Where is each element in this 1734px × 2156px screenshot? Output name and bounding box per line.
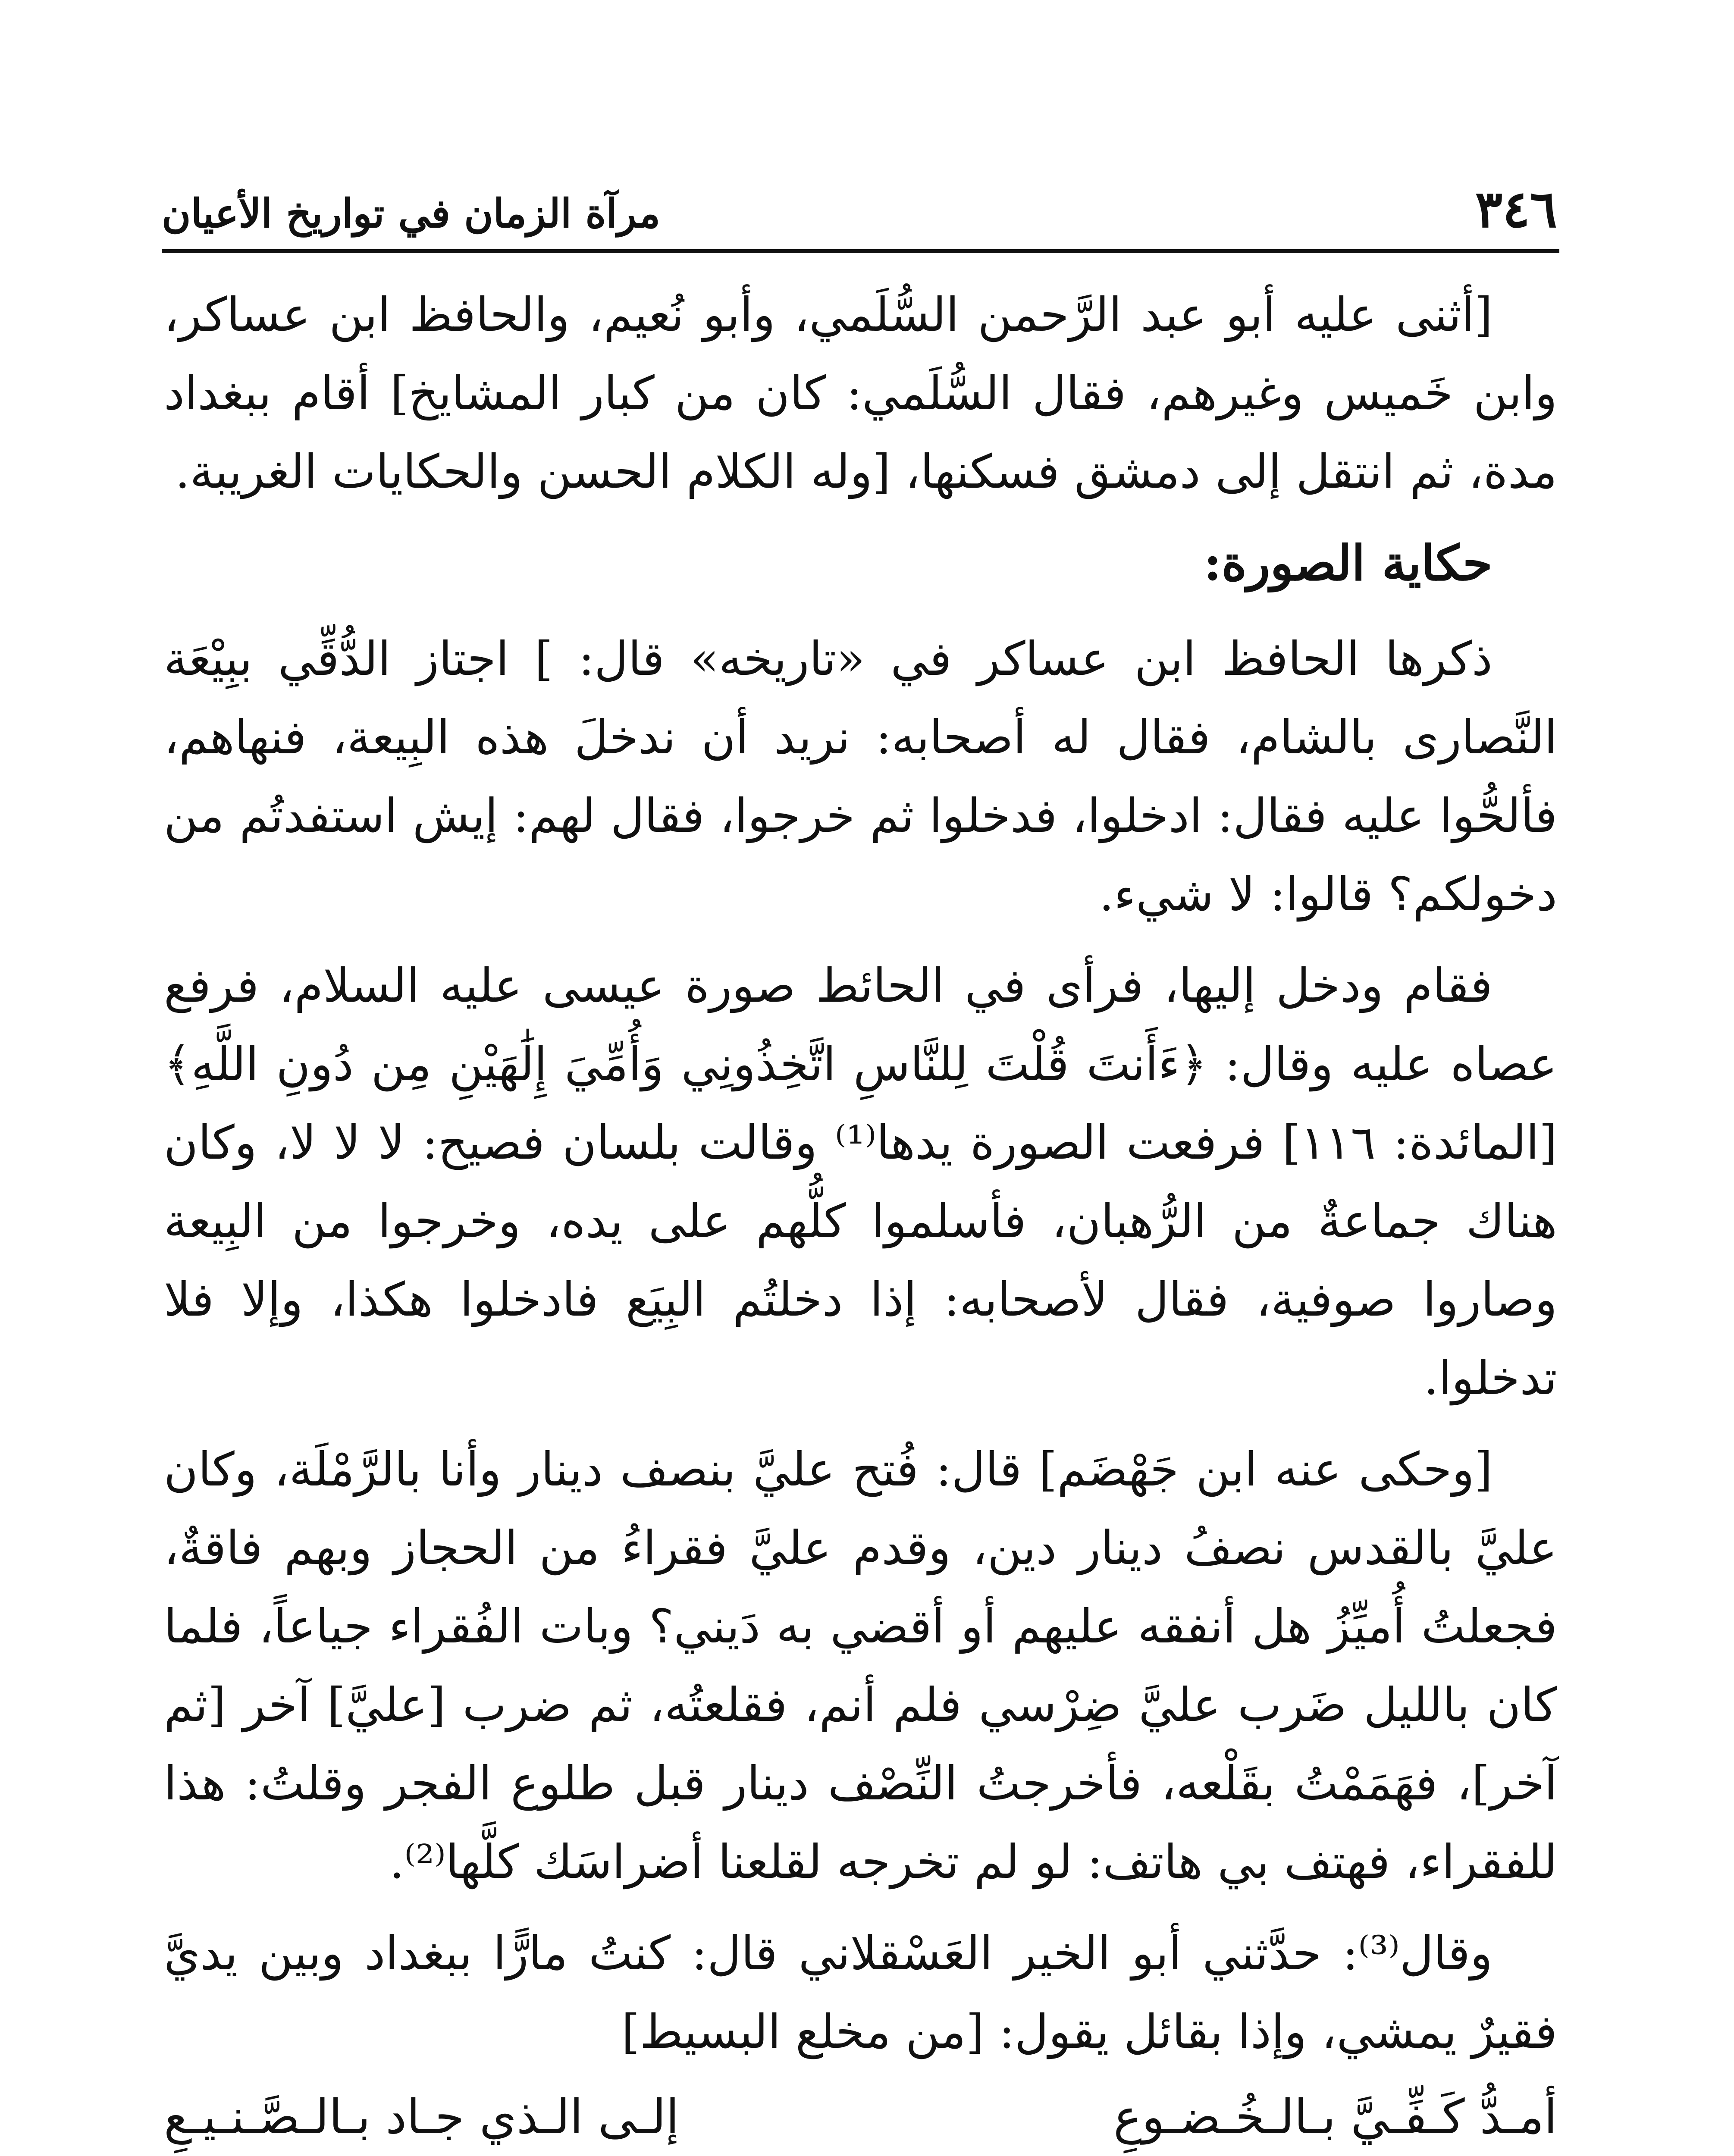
poem-verse bbox=[164, 2076, 1557, 2156]
paragraph-poem-intro: وقال⁽³⁾: حدَّثني أبو الخير العَسْقلاني قال: كنتُ مارًّا ببغداد وبين يديَّ فقيرٌ يمشي، وإذا بقائل يقول: [من مخلع البسيط] bbox=[164, 1927, 1557, 2059]
poem-second-hemistich: إلـى الـذي جـاد بـالـصَّـنـيـعِ bbox=[164, 2089, 679, 2144]
paragraph-church-visit: ذكرها الحافظ ابن عساكر في «تاريخه» قال: ] اجتاز الدُّقِّي ببِيْعَة النَّصارى بالشام، فقال له أصحابه: نريد أن ندخلَ هذه البِيعة، فنهاهم، فألحُّوا عليه فقال: ادخلوا، فدخلوا ثم خرجوا، فقال لهم: إيش استفدتُم من دخولكم؟ قالوا: لا شيء. bbox=[164, 632, 1557, 921]
paragraph-praise: [أثنى عليه أبو عبد الرَّحمن السُّلَمي، وأبو نُعيم، والحافظ ابن عساكر، وابن خَميس وغيرهم، فقال السُّلَمي: كان من كبار المشايخ] أقام ببغداد مدة، ثم انتقل إلى دمشق فسكنها، [وله الكلام الحسن والحكايات الغريبة. bbox=[164, 288, 1557, 499]
page-number: ٣٤٦ bbox=[1475, 179, 1557, 239]
paragraph-half-dinar: [وحكى عنه ابن جَهْضَم] قال: فُتح عليَّ بنصف دينار وأنا بالرَّمْلَة، وكان عليَّ بالقدس نصفُ دينار دين، وقدم عليَّ فقراءُ من الحجاز وبهم فاقةٌ، فجعلتُ أُميِّزُ هل أنفقه عليهم أو أقضي به دَيني؟ وبات الفُقراء جياعاً، فلما كان بالليل ضَرب عليَّ ضِرْسي فلم أنم، فقلعتُه، ثم ضرب [عليَّ] آخر [ثم آخر]، فهَمَمْتُ بقَلْعه، فأخرجتُ النِّصْف دينار قبل طلوع الفجر وقلتُ: هذا للفقراء، فهتف بي هاتف: لو لم تخرجه لقلعنا أضراسَك كلَّها⁽²⁾. bbox=[164, 1443, 1557, 1889]
paragraph-image-story: فقام ودخل إليها، فرأى في الحائط صورة عيسى عليه السلام، فرفع عصاه عليه وقال: ﴿ءَأَنتَ قُلْتَ لِلنَّاسِ اتَّخِذُونِي وَأُمِّيَ إِلَٰهَيْنِ مِن دُونِ اللَّهِ﴾ [المائدة: ١١٦] فرفعت الصورة يدها⁽¹⁾ وقالت بلسان فصيح: لا لا لا، وكان هناك جماعةٌ من الرُّهبان، فأسلموا كلُّهم على يده، وخرجوا من البِيعة وصاروا صوفية، فقال لأصحابه: إذا دخلتُم البِيَع فادخلوا هكذا، وإلا فلا تدخلوا. bbox=[164, 959, 1557, 1405]
running-title: مرآة الزمان في تواريخ الأعيان bbox=[162, 190, 661, 237]
section-heading: حكاية الصورة: bbox=[1204, 535, 1493, 592]
page-header bbox=[162, 177, 1557, 246]
poem-first-hemistich: أمـدُّ كَـفِّـيَّ بـالـخُـضـوعِ bbox=[1113, 2089, 1557, 2144]
header-divider bbox=[162, 249, 1559, 253]
main-text bbox=[164, 276, 1557, 2156]
